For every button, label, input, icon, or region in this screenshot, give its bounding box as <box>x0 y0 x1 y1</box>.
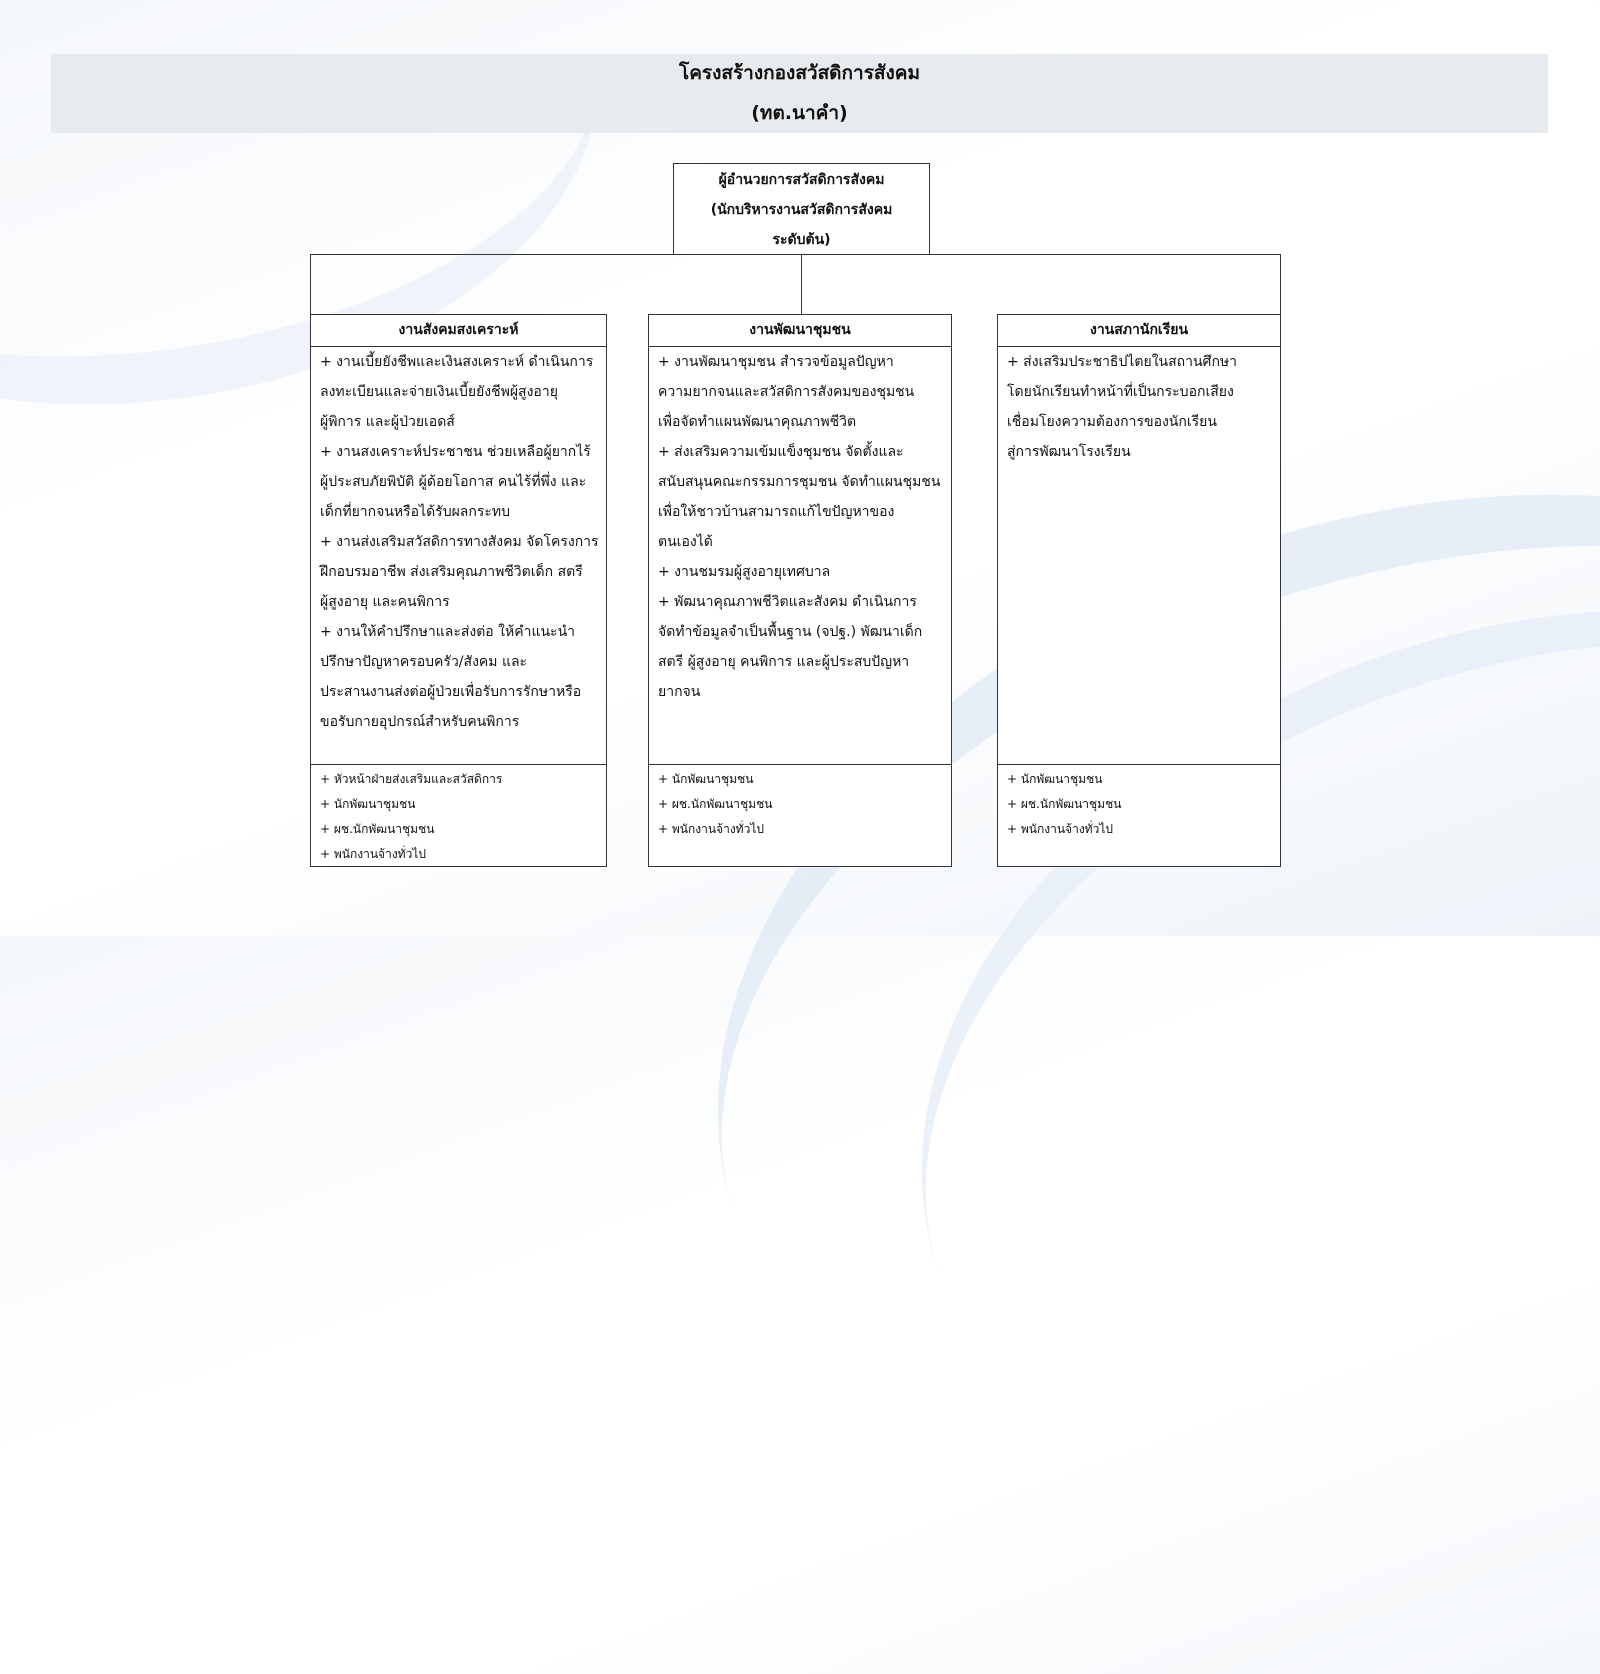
title-banner <box>51 54 1548 133</box>
staff-line: + นักพัฒนาชุมชน <box>1007 772 1103 786</box>
duty-line: ปรึกษาปัญหาครอบครัว/สังคม และ <box>320 654 528 670</box>
duty-line: เด็กที่ยากจนหรือได้รับผลกระทบ <box>320 504 511 520</box>
duty-line: โดยนักเรียนทำหน้าที่เป็นกระบอกเสียง <box>1007 384 1234 400</box>
unit-title: งานพัฒนาชุมชน <box>649 315 951 347</box>
staff-line: + พนักงานจ้างทั่วไป <box>1007 822 1113 836</box>
duty-line: + งานสงเคราะห์ประชาชน ช่วยเหลือผู้ยากไร้ <box>320 444 591 460</box>
duty-line: ผู้ประสบภัยพิบัติ ผู้ด้อยโอกาส คนไร้ที่พึ่ง และ <box>320 474 587 490</box>
duty-line: + ส่งเสริมความเข้มแข็งชุมชน จัดตั้งและ <box>658 444 904 460</box>
unit-staff <box>649 764 951 866</box>
duty-line: + งานให้คำปรึกษาและส่งต่อ ให้คำแนะนำ <box>320 624 576 640</box>
page-subtitle: (ทต.นาคำ) <box>751 102 848 124</box>
duty-line: เพื่อจัดทำแผนพัฒนาคุณภาพชีวิต <box>658 414 857 430</box>
staff-line: + หัวหน้าฝ่ายส่งเสริมและสวัสดิการ <box>320 772 503 786</box>
connector-line <box>310 254 311 315</box>
duty-line: ลงทะเบียนและจ่ายเงินเบี้ยยังชีพผู้สูงอายุ <box>320 384 558 400</box>
director-position: (นักบริหารงานสวัสดิการสังคม <box>710 202 893 218</box>
staff-line: + ผช.นักพัฒนาชุมชน <box>1007 797 1122 811</box>
duty-line: สนับสนุนคณะกรรมการชุมชน จัดทำแผนชุมชน <box>658 474 941 490</box>
staff-line: + นักพัฒนาชุมชน <box>320 797 416 811</box>
unit-box-community-development <box>648 314 952 867</box>
unit-duties <box>311 347 606 737</box>
connector-line <box>801 254 802 315</box>
unit-staff <box>311 764 606 866</box>
staff-line: + นักพัฒนาชุมชน <box>658 772 754 786</box>
unit-staff <box>998 764 1280 866</box>
staff-line: + พนักงานจ้างทั่วไป <box>320 847 426 861</box>
director-title: ผู้อำนวยการสวัสดิการสังคม <box>718 172 885 188</box>
connector-line <box>1280 254 1281 315</box>
unit-title: งานสภานักเรียน <box>998 315 1280 347</box>
unit-duties <box>998 347 1280 467</box>
duty-line: เชื่อมโยงความต้องการของนักเรียน <box>1007 414 1217 430</box>
duty-line: + งานส่งเสริมสวัสดิการทางสังคม จัดโครงการ <box>320 534 599 550</box>
staff-line: + ผช.นักพัฒนาชุมชน <box>658 797 773 811</box>
staff-line: + ผช.นักพัฒนาชุมชน <box>320 822 435 836</box>
duty-line: + งานเบี้ยยังชีพและเงินสงเคราะห์ ดำเนินการ <box>320 354 594 370</box>
duty-line: ขอรับกายอุปกรณ์สำหรับคนพิการ <box>320 714 520 730</box>
page-title: โครงสร้างกองสวัสดิการสังคม <box>678 62 921 84</box>
duty-line: + งานชมรมผู้สูงอายุเทศบาล <box>658 564 831 580</box>
unit-duties <box>649 347 951 707</box>
duty-line: ผู้สูงอายุ และคนพิการ <box>320 594 450 610</box>
staff-line: + พนักงานจ้างทั่วไป <box>658 822 764 836</box>
director-box <box>673 163 930 255</box>
duty-line: ฝึกอบรมอาชีพ ส่งเสริมคุณภาพชีวิตเด็ก สตรี <box>320 564 583 580</box>
unit-title: งานสังคมสงเคราะห์ <box>311 315 606 347</box>
duty-line: + ส่งเสริมประชาธิปไตยในสถานศึกษา <box>1007 354 1238 370</box>
duty-line: จัดทำข้อมูลจำเป็นพื้นฐาน (จปฐ.) พัฒนาเด็ก <box>658 624 923 640</box>
duty-line: + งานพัฒนาชุมชน สำรวจข้อมูลปัญหา <box>658 354 894 370</box>
duty-line: ความยากจนและสวัสดิการสังคมของชุมชน <box>658 384 915 400</box>
director-level: ระดับต้น) <box>772 232 831 248</box>
unit-box-student-council <box>997 314 1281 867</box>
unit-box-social-welfare <box>310 314 607 867</box>
duty-line: ประสานงานส่งต่อผู้ป่วยเพื่อรับการรักษาหรือ <box>320 684 582 700</box>
duty-line: สู่การพัฒนาโรงเรียน <box>1007 444 1131 460</box>
duty-line: สตรี ผู้สูงอายุ คนพิการ และผู้ประสบปัญหา <box>658 654 910 670</box>
duty-line: ยากจน <box>658 684 701 700</box>
duty-line: เพื่อให้ชาวบ้านสามารถแก้ไขปัญหาของ <box>658 504 895 520</box>
duty-line: + พัฒนาคุณภาพชีวิตและสังคม ดำเนินการ <box>658 594 917 610</box>
duty-line: ผู้พิการ และผู้ป่วยเอดส์ <box>320 414 455 430</box>
duty-line: ตนเองได้ <box>658 534 713 550</box>
